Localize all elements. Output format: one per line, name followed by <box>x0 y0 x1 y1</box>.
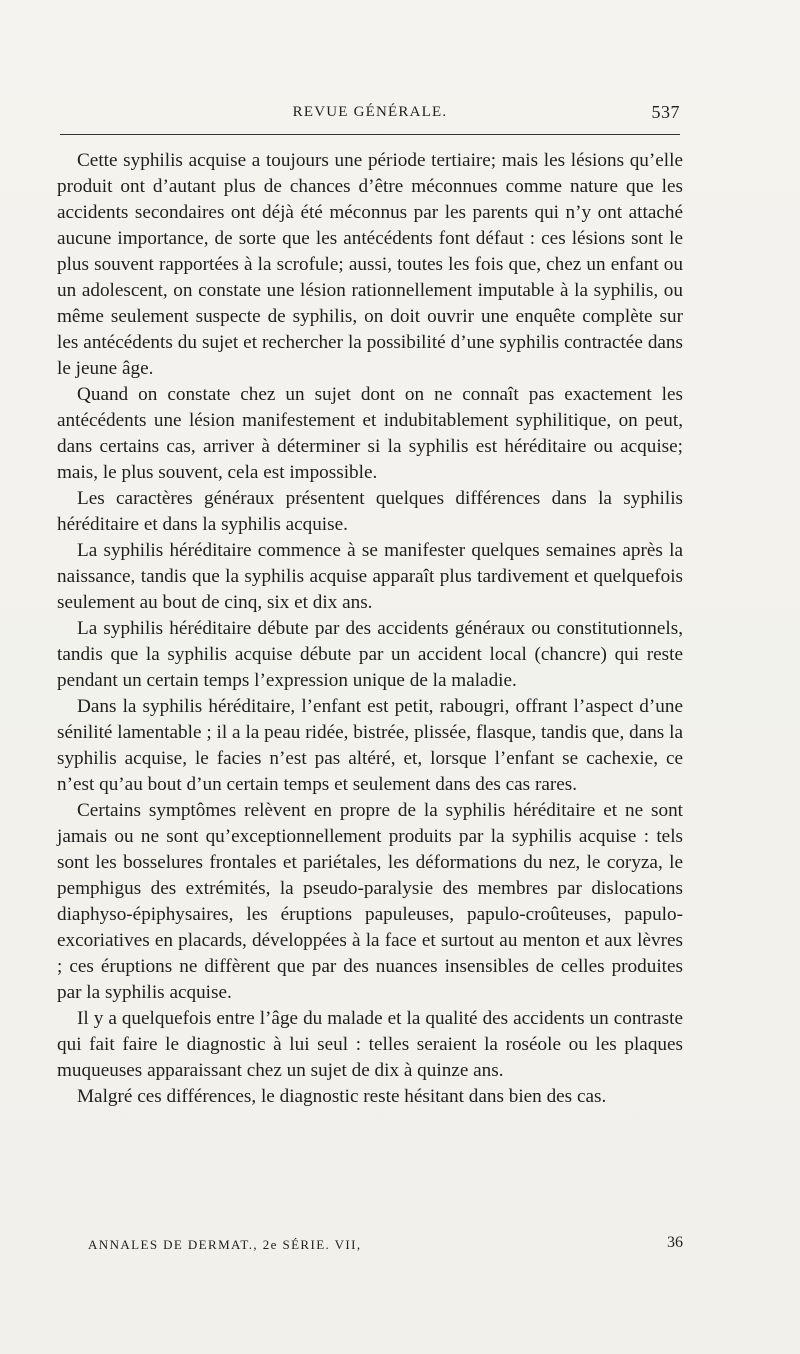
paragraph-6: Dans la syphilis héréditaire, l’enfant est petit, rabougri, offrant l’aspect d’une sénilité lamentable ; il a la peau ridée, bistrée, plissée, flasque, tandis que, dans la syphilis acquise, le facies n’est pas altéré, et, lorsque l’enfant se cachexie, ce n’est qu’au bout d’un certain temps et seulement dans des cas rares. <box>57 696 683 795</box>
paragraph-3: Les caractères généraux présentent quelques différences dans la syphilis héréditaire et dans la syphilis acquise. <box>57 488 683 535</box>
paragraph-8: Il y a quelquefois entre l’âge du malade et la qualité des accidents un contraste qui fait faire le diagnostic à lui seul : telles seraient la roséole ou les plaques muqueuses apparaissant chez un sujet de dix à quinze ans. <box>57 1008 683 1081</box>
paragraph-7: Certains symptômes relèvent en propre de la syphilis héréditaire et ne sont jamais ou ne sont qu’exceptionnellement produits par la syphilis acquise : tels sont les bosselures frontales et pariétales, les déformations du nez, le coryza, le pemphigus des extrémités, la pseudo-paralysie des membres par dislocations diaphyso-épiphysaires, les éruptions papuleuses, papulo-croûteuses, papulo-excoriatives en placards, développées à la face et surtout au menton et aux lèvres ; ces éruptions ne diffèrent que par des nuances insensibles de celles produites par la syphilis acquise. <box>57 800 683 1003</box>
paragraph-4: La syphilis héréditaire commence à se manifester quelques semaines après la naissance, tandis que la syphilis acquise apparaît plus tardivement et quelquefois seulement au bout de cinq, six et dix ans. <box>57 540 683 613</box>
paragraph-9: Malgré ces différences, le diagnostic reste hésitant dans bien des cas. <box>77 1086 607 1107</box>
paragraph-2: Quand on constate chez un sujet dont on ne connaît pas exactement les antécédents une lésion manifestement et indubitablement syphilitique, on peut, dans certains cas, arriver à déterminer si la syphilis est héréditaire ou acquise; mais, le plus souvent, cela est impossible. <box>57 384 683 483</box>
running-head <box>60 104 680 128</box>
paragraph-5: La syphilis héréditaire débute par des accidents généraux ou constitutionnels, tandis que la syphilis acquise débute par un accident local (chancre) qui reste pendant un certain temps l’expression unique de la maladie. <box>57 618 683 691</box>
page-footer <box>88 1234 683 1256</box>
header-rule <box>60 134 680 135</box>
paragraph-1: Cette syphilis acquise a toujours une période tertiaire; mais les lésions qu’elle produit ont d’autant plus de chances d’être méconnues comme nature que les accidents secondaires ont déjà été méconnus par les parents qui n’y ont attaché aucune importance, de sorte que les antécédents font défaut : ces lésions sont le plus souvent rapportées à la scrofule; aussi, toutes les fois que, chez un enfant ou un adolescent, on constate une lésion rationnellement imputable à la syphilis, ou même seulement suspecte de syphilis, on doit ouvrir une enquête complète sur les antécédents du sujet et rechercher la possibilité d’une syphilis contractée dans le jeune âge. <box>57 150 683 379</box>
signature-number: 36 <box>667 1234 683 1251</box>
footer-journal: ANNALES DE DERMAT., 2e SÉRIE. VII, <box>88 1237 362 1252</box>
page-number: 537 <box>651 102 680 122</box>
running-title: REVUE GÉNÉRALE. <box>292 104 448 120</box>
body-text <box>57 148 683 1110</box>
